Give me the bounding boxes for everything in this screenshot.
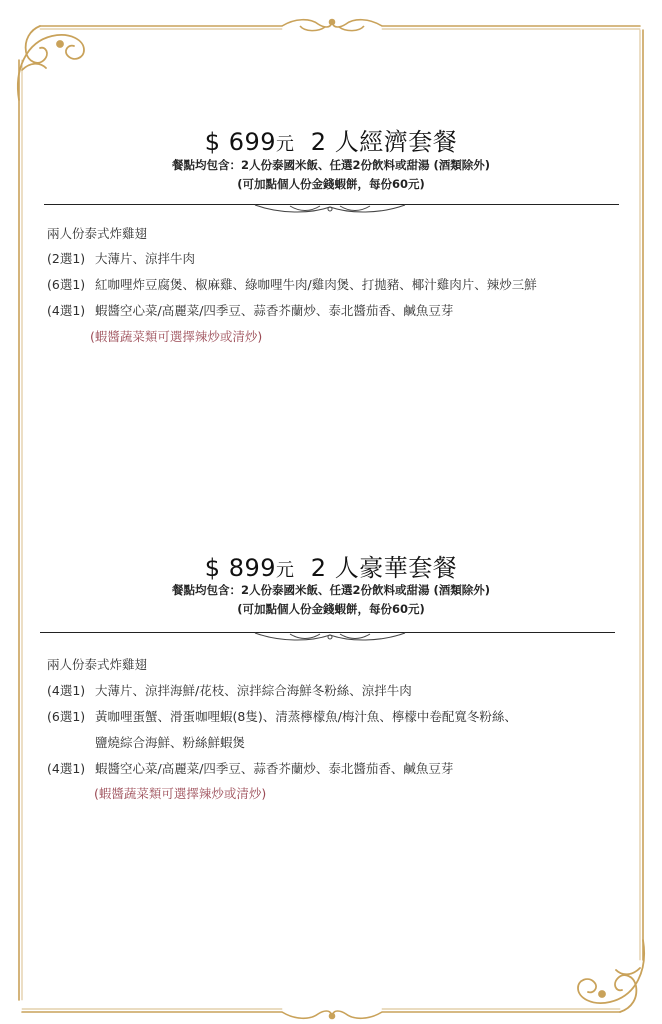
menu-line (47, 249, 195, 267)
price-symbol: $ (204, 128, 221, 156)
choice-text: 蝦醬空心菜/高麗菜/四季豆、蒜香芥蘭炒、泰北醬茄香、鹹魚豆芽 (95, 761, 454, 776)
price-value: 699 (228, 128, 277, 156)
choice-text: 蝦醬空心菜/高麗菜/四季豆、蒜香芥蘭炒、泰北醬茄香、鹹魚豆芽 (95, 303, 454, 318)
price-value: 899 (228, 554, 277, 582)
addon-text: (可加點個人份金錢蝦餅，每份60元) (237, 602, 425, 616)
choice-text: 大薄片、涼拌海鮮/花枝、涼拌綜合海鮮冬粉絲、涼拌牛肉 (95, 683, 412, 698)
intro-item: 兩人份泰式炸雞翅 (47, 226, 148, 241)
choice-label: (4選1) (47, 303, 86, 318)
menu-line (47, 707, 517, 725)
price-unit: 元 (276, 560, 295, 581)
choice-label: (4選1) (47, 761, 86, 776)
choice-label: (6選1) (47, 709, 86, 724)
set-name: 2 人豪華套餐 (310, 554, 458, 582)
includes-text: 餐點均包含：2人份泰國米飯、任選2份飲料或甜湯 (酒類除外) (171, 583, 491, 597)
choice-text: 大薄片、涼拌牛肉 (95, 251, 196, 266)
menu-line (47, 759, 453, 777)
set-name: 2 人經濟套餐 (310, 128, 458, 156)
set-menu-title (0, 122, 662, 157)
menu-line (47, 733, 245, 751)
menu-line (47, 681, 412, 699)
set-menu-title (0, 548, 662, 583)
vegetable-note: (蝦醬蔬菜類可選擇辣炒或清炒) (94, 786, 267, 801)
price-unit: 元 (276, 134, 295, 155)
choice-text: 紅咖哩炸豆腐煲、椒麻雞、綠咖哩牛肉/雞肉煲、打拋豬、椰汁雞肉片、辣炒三鮮 (95, 277, 537, 292)
choice-label: (2選1) (47, 251, 86, 266)
menu-line (47, 275, 537, 293)
divider-ornament (250, 628, 410, 644)
includes-text: 餐點均包含：2人份泰國米飯、任選2份飲料或甜湯 (酒類除外) (171, 158, 491, 172)
price-symbol: $ (204, 554, 221, 582)
choice-text: 鹽燒綜合海鮮、粉絲鮮蝦煲 (95, 735, 246, 750)
menu-line (47, 301, 453, 319)
choice-label: (4選1) (47, 683, 86, 698)
intro-item: 兩人份泰式炸雞翅 (47, 657, 148, 672)
choice-text: 黃咖哩蛋蟹、滑蛋咖哩蝦(8隻)、清蒸檸檬魚/梅汁魚、檸檬中卷配寬冬粉絲、 (95, 709, 517, 724)
addon-text: (可加點個人份金錢蝦餅，每份60元) (237, 177, 425, 191)
divider-ornament (250, 200, 410, 216)
choice-label: (6選1) (47, 277, 86, 292)
vegetable-note: (蝦醬蔬菜類可選擇辣炒或清炒) (90, 329, 263, 344)
